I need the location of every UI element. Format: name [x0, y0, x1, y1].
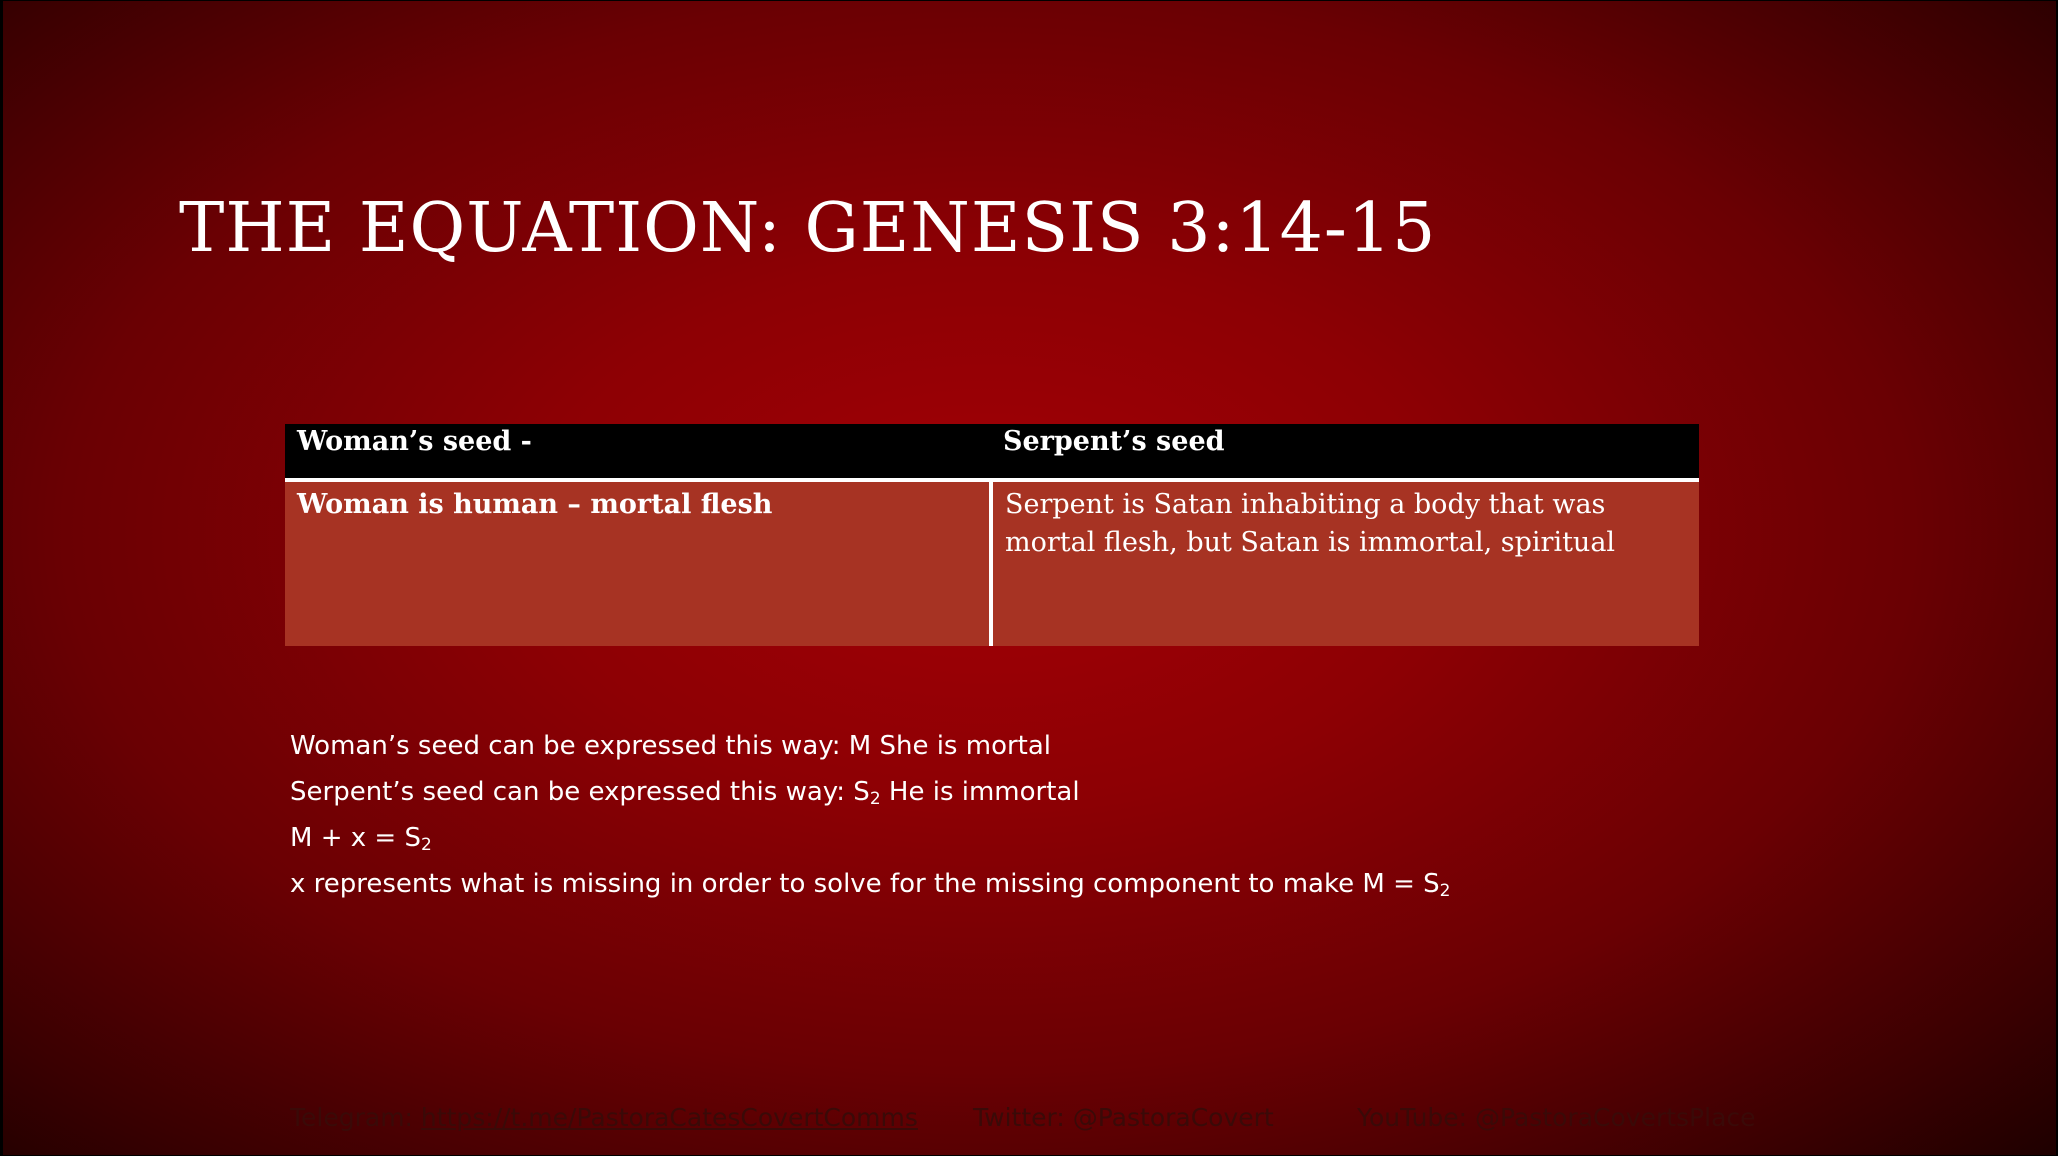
- table-header-row: [285, 424, 1699, 480]
- telegram-label: Telegram:: [290, 1103, 421, 1132]
- footer-twitter: Twitter: @PastoraCovert: [973, 1103, 1274, 1132]
- subscript-2: 2: [1439, 881, 1451, 901]
- footer-telegram: [290, 1101, 918, 1135]
- note-serpents-seed: [290, 769, 1450, 815]
- header-serpents-seed: Serpent’s seed: [991, 424, 1699, 480]
- note-equation-text: M + x = S: [290, 823, 421, 853]
- note-x-explanation-text: x represents what is missing in order to solve for the missing component to make M = S: [290, 869, 1440, 899]
- note-serpents-seed-suffix: He is immortal: [880, 777, 1080, 807]
- footer-youtube: YouTube: @PastoraCovertsPlace: [1357, 1103, 1756, 1132]
- note-womans-seed-text: Woman’s seed can be expressed this way: M She is mortal: [290, 731, 1052, 761]
- note-serpents-seed-prefix: Serpent’s seed can be expressed this way: S: [290, 777, 870, 807]
- note-womans-seed: [290, 723, 1450, 769]
- note-x-explanation: [290, 861, 1450, 907]
- subscript-2: 2: [869, 789, 881, 809]
- header-womans-seed: Woman’s seed -: [285, 424, 991, 480]
- table-row: [285, 480, 1699, 646]
- cell-woman-description: Woman is human – mortal flesh: [285, 480, 991, 646]
- telegram-link[interactable]: https://t.me/PastoraCatesCovertComms: [420, 1103, 918, 1132]
- slide-title: THE EQUATION: GENESIS 3:14-15: [179, 189, 1437, 268]
- note-equation: [290, 815, 1450, 861]
- equation-notes: [290, 723, 1450, 907]
- subscript-2: 2: [420, 835, 432, 855]
- seed-comparison-table: [285, 424, 1699, 646]
- cell-serpent-description: Serpent is Satan inhabiting a body that was mortal flesh, but Satan is immortal, spiritual: [991, 480, 1699, 646]
- slide: [3, 1, 2056, 1155]
